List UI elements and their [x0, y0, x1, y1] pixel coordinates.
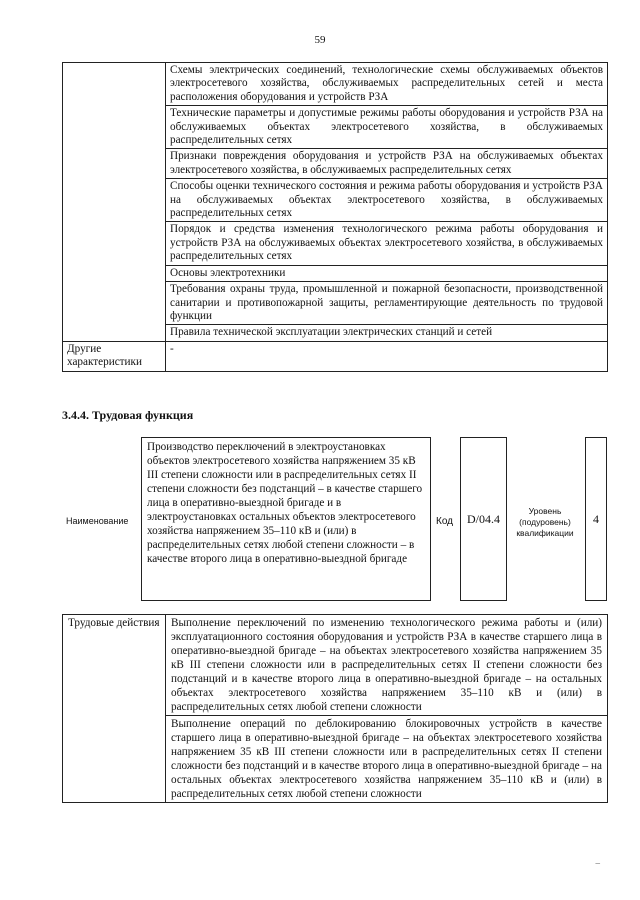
code-label: Код	[436, 516, 454, 527]
labor-actions-table	[62, 614, 608, 803]
table-cell: Выполнение переключений по изменению технологического режима работы и (или) эксплуатационного состояния оборудования и устройств РЗА в качестве старшего лица в оперативно-выездной бригаде – на объектах электросетевого хозяйства напряжением 35 кВ III степени сложности или в распределительных сетях II степени сложности без подстанций и в качестве второго лица в оперативно-выездной бригаде – на остальных объектах электросетевого хозяйства напряжением 35–110 кВ и (или) в распределительных сетях любой степени сложности	[166, 615, 608, 716]
table-cell: Схемы электрических соединений, технологические схемы обслуживаемых объектов электросетевого хозяйства, обслуживаемых распределительных сетей и места расположения оборудования и устройств РЗА	[166, 63, 608, 106]
table-cell: Правила технической эксплуатации электрических станций и сетей	[166, 325, 608, 341]
corner-mark: –	[595, 858, 600, 868]
table-row	[63, 63, 608, 106]
table-row	[63, 615, 608, 716]
level-label: Уровень (подуровень) квалификации	[516, 506, 574, 538]
page-number: 59	[314, 34, 326, 46]
code-box	[460, 437, 507, 601]
table-cell: Порядок и средства изменения технологического режима работы оборудования и устройств РЗА на обслуживаемых объектах электросетевого хозяйства, в обслуживаемых распределительных сетях	[166, 222, 608, 265]
name-label: Наименование	[66, 516, 129, 526]
other-characteristics-value: -	[166, 341, 608, 371]
knowledge-table	[62, 62, 608, 372]
table-cell: Способы оценки технического состояния и режима работы оборудования и устройств РЗА на обслуживаемых объектах электросетевого хозяйства, в обслуживаемых распределительных сетях	[166, 179, 608, 222]
table-cell: Признаки повреждения оборудования и устройств РЗА на обслуживаемых объектах электросетевого хозяйства, в обслуживаемых распределительных сетях	[166, 149, 608, 179]
table-cell: Требования охраны труда, промышленной и пожарной безопасности, производственной санитарии и противопожарной защиты, регламентирующие деятельность по трудовой функции	[166, 282, 608, 325]
function-name-box: Производство переключений в электроустановках объектов электросетевого хозяйства напряжением 35 кВ III степени сложности или в распределительных сетях II степени сложности без подстанций – в качестве старшего лица в оперативно-выездной бригаде и в электроустановках остальных объектов электросетевого хозяйства напряжением 35–110 кВ и (или) в распределительных сетях любой степени сложности – в качестве второго лица в оперативно-выездной бригаде	[141, 437, 431, 601]
table-cell: Технические параметры и допустимые режимы работы оборудования и устройств РЗА на обслуживаемых объектах электросетевого хозяйства, в обслуживаемых распределительных сетях	[166, 106, 608, 149]
table-row	[63, 341, 608, 371]
table-cell: Основы электротехники	[166, 265, 608, 281]
code-value: D/04.4	[467, 511, 500, 526]
section-title: 3.4.4. Трудовая функция	[62, 408, 194, 422]
table-cell-empty	[63, 63, 166, 342]
level-box	[585, 437, 607, 601]
labor-actions-label: Трудовые действия	[63, 615, 166, 803]
other-characteristics-label: Другие характеристики	[63, 341, 166, 371]
table-cell: Выполнение операций по деблокированию блокировочных устройств в качестве старшего лица в оперативно-выездной бригаде – на объектах электросетевого хозяйства напряжением 35 кВ III степени сложности или в распределительных сетях II степени сложности без подстанций и в качестве второго лица в оперативно-выездной бригаде – на остальных объектах электросетевого хозяйства напряжением 35–110 кВ и (или) в распределительных сетях любой степени сложности	[166, 716, 608, 803]
level-value: 4	[593, 511, 599, 526]
